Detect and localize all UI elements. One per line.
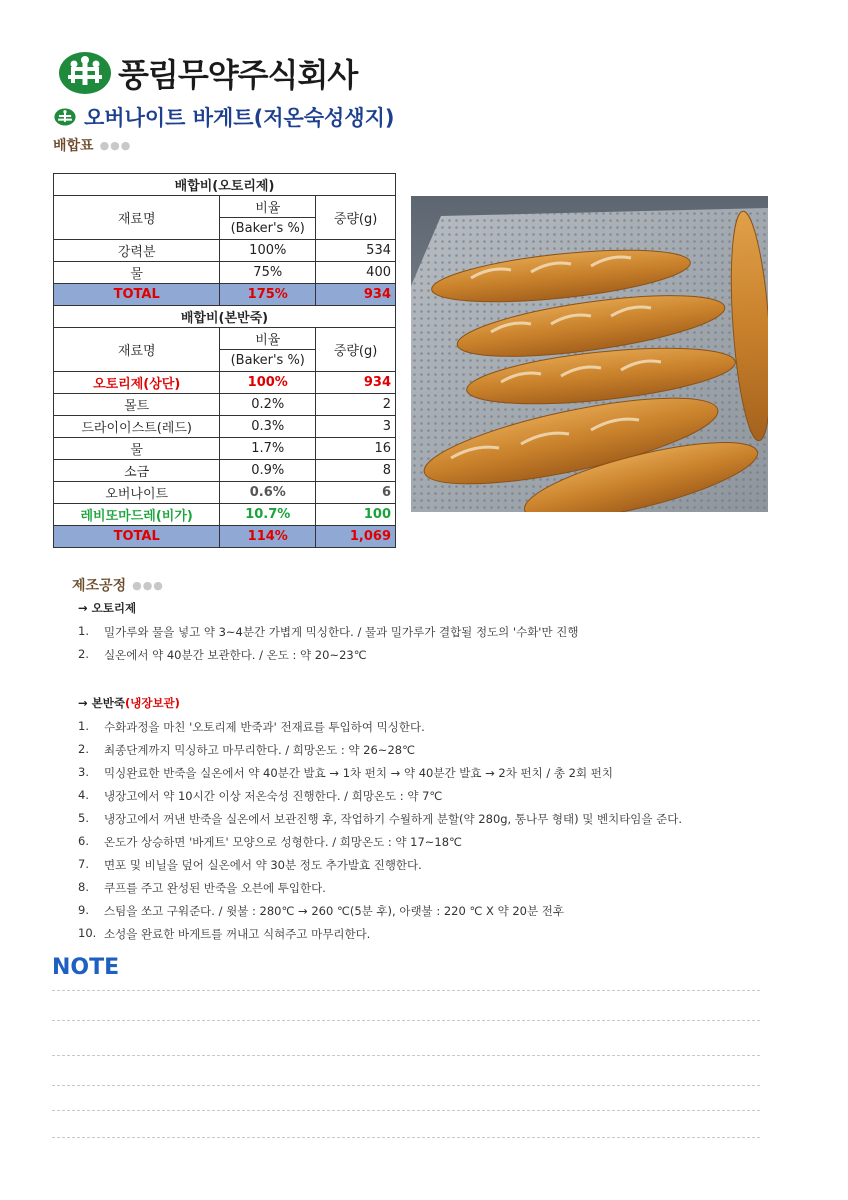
column-header-row xyxy=(54,196,396,218)
cell-ratio: 10.7% xyxy=(220,504,316,526)
step-text: 쿠프를 주고 완성된 반죽을 오븐에 투입한다. xyxy=(104,881,326,895)
heading-sub-text: (냉장보관) xyxy=(124,696,180,710)
cell-weight: 16 xyxy=(316,438,396,460)
total-row xyxy=(54,526,396,548)
cell-name: 물 xyxy=(54,262,220,284)
cell-name: 오버나이트 xyxy=(54,482,220,504)
note-line xyxy=(52,1110,760,1111)
col-name-header: 재료명 xyxy=(54,196,220,240)
cell-weight: 6 xyxy=(316,482,396,504)
company-logo xyxy=(58,50,357,96)
table2-header: 배합비(본반죽) xyxy=(54,306,396,328)
step-text: 면포 및 비닐을 덮어 실온에서 약 30분 정도 추가발효 진행한다. xyxy=(104,858,422,872)
list-item: 2. 최종단계까지 믹싱하고 마무리한다. / 희망온도 : 약 26~28℃ xyxy=(78,742,682,765)
recipe-table xyxy=(53,173,396,548)
cell-ratio: 75% xyxy=(220,262,316,284)
cell-name: TOTAL xyxy=(54,526,220,548)
list-item: 1. 수화과정을 마친 '오토리제 반죽과' 전재료를 투입하여 믹싱한다. xyxy=(78,719,682,742)
cell-weight: 8 xyxy=(316,460,396,482)
col-ratio-header-sub: (Baker's %) xyxy=(220,350,316,372)
dots-icon: ●●● xyxy=(132,578,164,592)
table-row xyxy=(54,504,396,526)
column-header-row xyxy=(54,328,396,350)
list-item: 3. 믹싱완료한 반죽을 실온에서 약 40분간 발효 → 1차 펀치 → 약 40분간 발효 → 2차 펀치 / 총 2회 펀치 xyxy=(78,765,682,788)
cell-name: 몰트 xyxy=(54,394,220,416)
cell-weight: 100 xyxy=(316,504,396,526)
list-item: 6. 온도가 상승하면 '바게트' 모양으로 성형한다. / 희망온도 : 약 17~18℃ xyxy=(78,834,682,857)
table-header-row xyxy=(54,174,396,196)
table1-header: 배합비(오토리제) xyxy=(54,174,396,196)
cell-ratio: 114% xyxy=(220,526,316,548)
table-header-row xyxy=(54,306,396,328)
dots-icon: ●●● xyxy=(99,138,132,152)
col-weight-header: 중량(g) xyxy=(316,196,396,240)
process-section-text: 제조공정 xyxy=(72,578,127,594)
cell-ratio: 1.7% xyxy=(220,438,316,460)
step-text: 믹싱완료한 반죽을 실온에서 약 40분간 발효 → 1차 펀치 → 약 40분간 발효 → 2차 펀치 / 총 2회 펀치 xyxy=(104,766,613,780)
cell-name: 소금 xyxy=(54,460,220,482)
process-main-dough-heading xyxy=(78,695,682,711)
step-text: 냉장고에서 꺼낸 반죽을 실온에서 보관진행 후, 작업하기 수월하게 분할(약 280g, 통나무 형태) 및 벤치타임을 준다. xyxy=(104,812,683,826)
cell-name: 강력분 xyxy=(54,240,220,262)
cell-ratio: 0.9% xyxy=(220,460,316,482)
step-text: 최종단계까지 믹싱하고 마무리한다. / 희망온도 : 약 26~28℃ xyxy=(104,743,415,757)
formula-section-text: 배합표 xyxy=(53,138,94,154)
step-text: 밀가루와 물을 넣고 약 3~4분간 가볍게 믹싱한다. / 물과 밀가루가 결합될 정도의 '수화'만 진행 xyxy=(104,625,579,639)
table-row xyxy=(54,262,396,284)
cell-weight: 3 xyxy=(316,416,396,438)
cell-weight: 934 xyxy=(316,284,396,306)
note-line xyxy=(52,1055,760,1056)
col-weight-header: 중량(g) xyxy=(316,328,396,372)
formula-section-label xyxy=(53,135,131,155)
col-ratio-header-sub: (Baker's %) xyxy=(220,218,316,240)
list-item: 8. 쿠프를 주고 완성된 반죽을 오븐에 투입한다. xyxy=(78,880,682,903)
cell-ratio: 175% xyxy=(220,284,316,306)
list-item: 5. 냉장고에서 꺼낸 반죽을 실온에서 보관진행 후, 작업하기 수월하게 분할(약 280g, 통나무 형태) 및 벤치타임을 준다. xyxy=(78,811,682,834)
list-item: 1. 밀가루와 물을 넣고 약 3~4분간 가볍게 믹싱한다. / 물과 밀가루가 결합될 정도의 '수화'만 진행 xyxy=(78,624,682,647)
cell-ratio: 0.3% xyxy=(220,416,316,438)
step-text: 수화과정을 마친 '오토리제 반죽과' 전재료를 투입하여 믹싱한다. xyxy=(104,720,425,734)
table-row xyxy=(54,460,396,482)
autolyse-steps xyxy=(78,624,682,670)
heading-text: → 본반죽 xyxy=(78,696,125,710)
col-ratio-header: 비율 xyxy=(220,328,316,350)
cell-ratio: 0.6% xyxy=(220,482,316,504)
note-line xyxy=(52,1020,760,1021)
list-item: 9. 스팀을 쏘고 구워준다. / 윗불 : 280℃ → 260 ℃(5분 후), 아랫불 : 220 ℃ X 약 20분 전후 xyxy=(78,903,682,926)
process-section-label xyxy=(72,575,164,595)
cell-weight: 934 xyxy=(316,372,396,394)
note-title: NOTE xyxy=(52,955,120,980)
list-item: 2. 실온에서 약 40분간 보관한다. / 온도 : 약 20~23℃ xyxy=(78,647,682,670)
cell-ratio: 0.2% xyxy=(220,394,316,416)
cell-ratio: 100% xyxy=(220,372,316,394)
cell-name: 레비또마드레(비가) xyxy=(54,504,220,526)
step-text: 온도가 상승하면 '바게트' 모양으로 성형한다. / 희망온도 : 약 17~18℃ xyxy=(104,835,462,849)
baguette-photo xyxy=(411,196,768,512)
cell-ratio: 100% xyxy=(220,240,316,262)
list-item: 10. 소성을 완료한 바게트를 꺼내고 식혀주고 마무리한다. xyxy=(78,926,682,949)
cell-name: 오토리제(상단) xyxy=(54,372,220,394)
table-row xyxy=(54,240,396,262)
tree-logo-icon xyxy=(58,51,112,95)
list-item: 4. 냉장고에서 약 10시간 이상 저온숙성 진행한다. / 희망온도 : 약 7℃ xyxy=(78,788,682,811)
step-text: 소성을 완료한 바게트를 꺼내고 식혀주고 마무리한다. xyxy=(104,927,371,941)
tree-logo-icon xyxy=(54,108,76,126)
step-text: 냉장고에서 약 10시간 이상 저온숙성 진행한다. / 희망온도 : 약 7℃ xyxy=(104,789,443,803)
cell-weight: 2 xyxy=(316,394,396,416)
table-row xyxy=(54,416,396,438)
step-text: 스팀을 쏘고 구워준다. / 윗불 : 280℃ → 260 ℃(5분 후), 아랫불 : 220 ℃ X 약 20분 전후 xyxy=(104,904,564,918)
table-row xyxy=(54,482,396,504)
total-row xyxy=(54,284,396,306)
col-name-header: 재료명 xyxy=(54,328,220,372)
table-row xyxy=(54,394,396,416)
company-name: 풍림무약주식회사 xyxy=(118,56,358,94)
list-item: 7. 면포 및 비닐을 덮어 실온에서 약 30분 정도 추가발효 진행한다. xyxy=(78,857,682,880)
process-section xyxy=(78,600,682,949)
page-title-row xyxy=(54,102,395,132)
cell-name: 드라이이스트(레드) xyxy=(54,416,220,438)
note-line xyxy=(52,990,760,991)
cell-weight: 534 xyxy=(316,240,396,262)
page-title: 오버나이트 바게트(저온숙성생지) xyxy=(84,106,395,130)
cell-name: TOTAL xyxy=(54,284,220,306)
step-text: 실온에서 약 40분간 보관한다. / 온도 : 약 20~23℃ xyxy=(104,648,367,662)
process-autolyse-heading: → 오토리제 xyxy=(78,601,137,615)
cell-weight: 400 xyxy=(316,262,396,284)
table-row xyxy=(54,372,396,394)
table-row xyxy=(54,438,396,460)
note-line xyxy=(52,1137,760,1138)
cell-name: 물 xyxy=(54,438,220,460)
note-line xyxy=(52,1085,760,1086)
main-dough-steps xyxy=(78,719,682,949)
col-ratio-header: 비율 xyxy=(220,196,316,218)
cell-weight: 1,069 xyxy=(316,526,396,548)
